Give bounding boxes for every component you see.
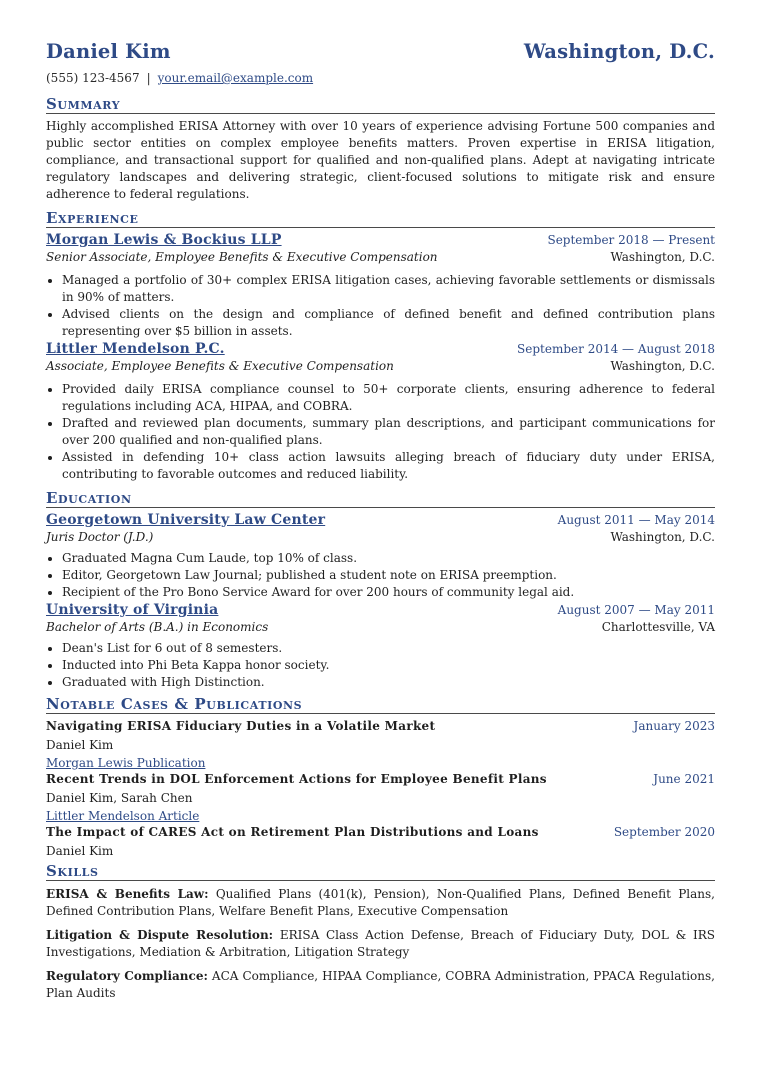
list-item: • Assisted in defending 10+ class action lawsuits alleging breach of fiduciary duty under ERISA, contributing to favorable outcomes and reduced liability. xyxy=(62,449,715,483)
experience-bullets xyxy=(46,272,715,340)
list-item: • Managed a portfolio of 30+ complex ERISA litigation cases, achieving favorable settlements or dismissals in 90% of matters. xyxy=(62,272,715,306)
skill-list: ACA Compliance, HIPAA Compliance, COBRA Administration, PPACA Regulations, Plan Audits xyxy=(46,969,715,1000)
publication-authors: Daniel Kim xyxy=(46,844,114,858)
school-location: Charlottesville, VA xyxy=(601,620,715,634)
contact-separator: | xyxy=(146,71,151,85)
school-link[interactable]: University of Virginia xyxy=(46,602,219,618)
resume-header xyxy=(46,40,715,63)
publication-authors: Daniel Kim xyxy=(46,738,114,752)
education-dates: August 2011 — May 2014 xyxy=(557,513,715,527)
experience-entry xyxy=(46,341,715,483)
publications-heading: Notable Cases & Publications xyxy=(46,695,715,714)
skill-label: Litigation & Dispute Resolution: xyxy=(46,928,274,942)
job-title: Senior Associate, Employee Benefits & Executive Compensation xyxy=(46,250,438,264)
list-item: • Graduated with High Distinction. xyxy=(62,674,715,691)
job-title: Associate, Employee Benefits & Executive Compensation xyxy=(46,359,394,373)
skills-heading: Skills xyxy=(46,862,715,881)
degree: Bachelor of Arts (B.A.) in Economics xyxy=(46,620,269,634)
phone-number: (555) 123-4567 xyxy=(46,71,140,85)
publication-title: Recent Trends in DOL Enforcement Actions for Employee Benefit Plans xyxy=(46,772,547,786)
skill-group xyxy=(46,968,715,1002)
education-bullets xyxy=(46,640,715,691)
list-item: • Drafted and reviewed plan documents, summary plan descriptions, and participant communications for over 200 qualified and non-qualified plans. xyxy=(62,415,715,449)
list-item: • Graduated Magna Cum Laude, top 10% of class. xyxy=(62,550,715,567)
publication-entry xyxy=(46,825,715,858)
education-bullets xyxy=(46,550,715,601)
employer-link[interactable]: Morgan Lewis & Bockius LLP xyxy=(46,232,282,248)
skill-list: ERISA Class Action Defense, Breach of Fiduciary Duty, DOL & IRS Investigations, Mediation & Arbitration, Litigation Strategy xyxy=(46,928,715,959)
education-heading: Education xyxy=(46,489,715,508)
summary-heading: Summary xyxy=(46,95,715,114)
publication-link[interactable]: Morgan Lewis Publication xyxy=(46,756,206,770)
skill-group xyxy=(46,886,715,920)
list-item: • Editor, Georgetown Law Journal; published a student note on ERISA preemption. xyxy=(62,567,715,584)
degree: Juris Doctor (J.D.) xyxy=(46,530,154,544)
school-location: Washington, D.C. xyxy=(610,530,715,544)
skill-list: Qualified Plans (401(k), Pension), Non-Qualified Plans, Defined Benefit Plans, Defined Contribution Plans, Welfare Benefit Plans, Executive Compensation xyxy=(46,887,715,918)
publication-link[interactable]: Littler Mendelson Article xyxy=(46,809,200,823)
list-item: • Advised clients on the design and compliance of defined benefit and defined contribution plans representing over $5 billion in assets. xyxy=(62,306,715,340)
candidate-location: Washington, D.C. xyxy=(523,40,715,63)
publication-date: September 2020 xyxy=(613,825,715,839)
publication-entry xyxy=(46,719,715,770)
experience-heading: Experience xyxy=(46,209,715,228)
list-item: • Inducted into Phi Beta Kappa honor society. xyxy=(62,657,715,674)
resume-page xyxy=(46,40,715,1002)
skill-group xyxy=(46,927,715,961)
education-dates: August 2007 — May 2011 xyxy=(557,603,715,617)
contact-line xyxy=(46,71,715,85)
job-location: Washington, D.C. xyxy=(610,250,715,264)
list-item: • Provided daily ERISA compliance counsel to 50+ corporate clients, ensuring adherence to federal regulations including ACA, HIPAA, and COBRA. xyxy=(62,381,715,415)
experience-bullets xyxy=(46,381,715,483)
school-link[interactable]: Georgetown University Law Center xyxy=(46,512,326,528)
employment-dates: September 2018 — Present xyxy=(547,233,715,247)
skill-label: ERISA & Benefits Law: xyxy=(46,887,209,901)
experience-entry xyxy=(46,232,715,340)
publication-title: The Impact of CARES Act on Retirement Plan Distributions and Loans xyxy=(46,825,539,839)
job-location: Washington, D.C. xyxy=(610,359,715,373)
summary-text: Highly accomplished ERISA Attorney with over 10 years of experience advising Fortune 500 companies and public sector entities on complex employee benefits matters. Proven expertise in ERISA litigation, compliance, and transactional support for qualified and non-qualified plans. Adept at navigating intricate regulatory landscapes and delivering strategic, client-focused solutions to mitigate risk and ensure adherence to federal regulations. xyxy=(46,119,715,201)
list-item: • Dean's List for 6 out of 8 semesters. xyxy=(62,640,715,657)
employment-dates: September 2014 — August 2018 xyxy=(517,342,715,356)
employer-link[interactable]: Littler Mendelson P.C. xyxy=(46,341,225,357)
education-entry xyxy=(46,512,715,601)
publication-authors: Daniel Kim, Sarah Chen xyxy=(46,791,193,805)
publication-date: June 2021 xyxy=(653,772,715,786)
skill-label: Regulatory Compliance: xyxy=(46,969,208,983)
publication-entry xyxy=(46,772,715,823)
publication-date: January 2023 xyxy=(633,719,715,733)
list-item: • Recipient of the Pro Bono Service Award for over 200 hours of community legal aid. xyxy=(62,584,715,601)
publication-title: Navigating ERISA Fiduciary Duties in a Volatile Market xyxy=(46,719,436,733)
email-link[interactable]: your.email@example.com xyxy=(157,71,314,85)
education-entry xyxy=(46,602,715,691)
candidate-name: Daniel Kim xyxy=(46,40,171,63)
